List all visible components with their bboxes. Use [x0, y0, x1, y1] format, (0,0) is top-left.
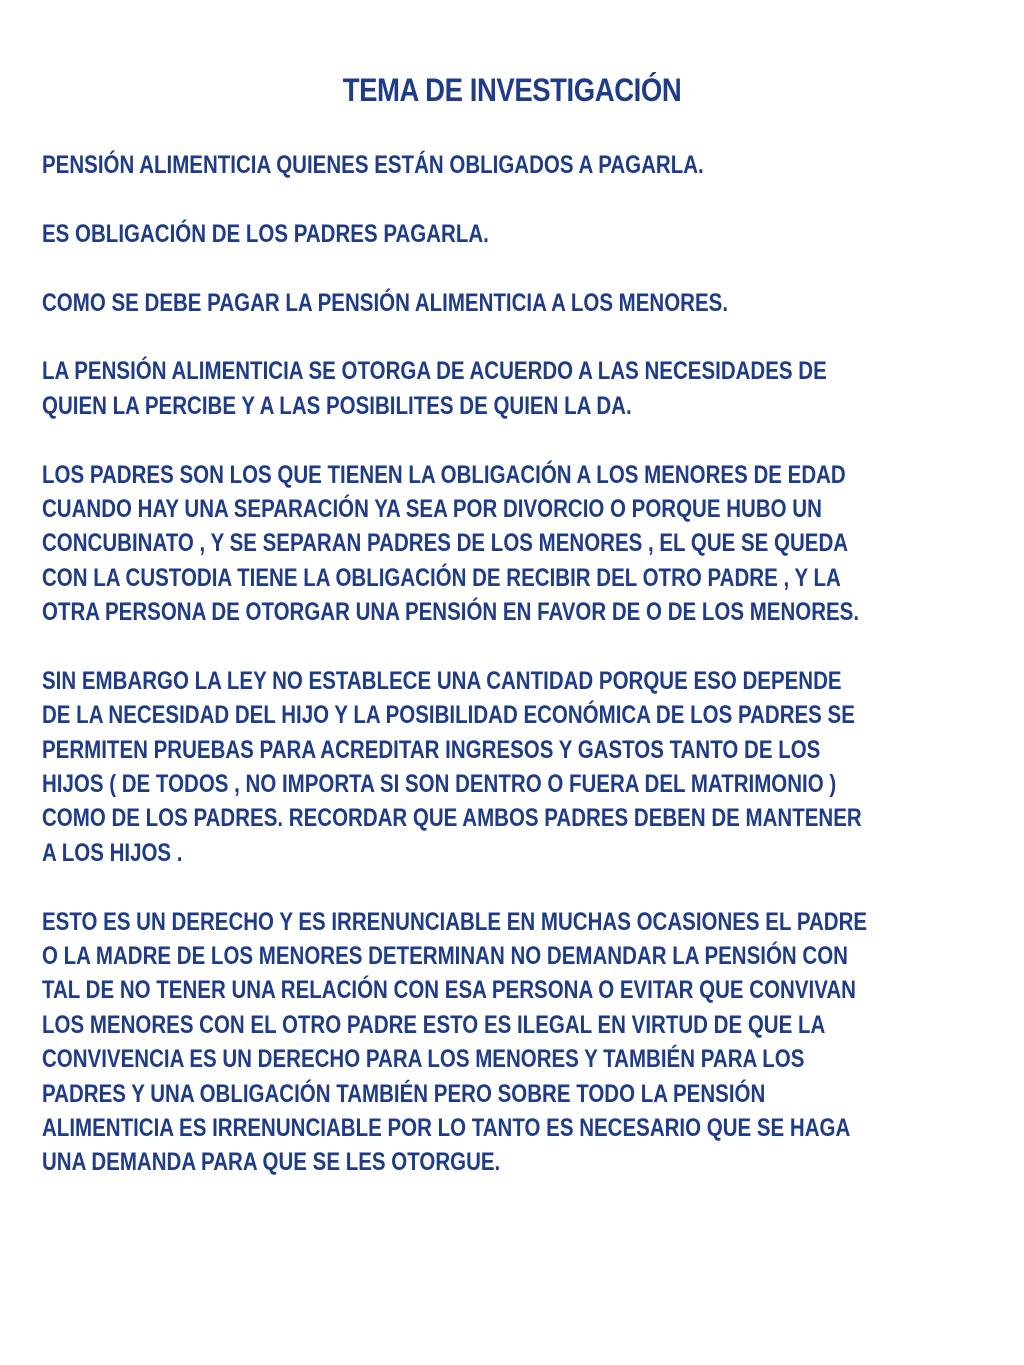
paragraph-question-who-pays — [42, 148, 944, 182]
paragraph-amount-not-fixed — [42, 664, 944, 870]
paragraph-gap — [42, 182, 944, 216]
paragraph-gap — [42, 251, 944, 285]
paragraph-question-how-to-pay — [42, 286, 944, 320]
text-line: LOS PADRES SON LOS QUE TIENEN LA OBLIGACIÓN A LOS MENORES DE EDAD — [42, 460, 846, 489]
text-line: PADRES Y UNA OBLIGACIÓN TAMBIÉN PERO SOBRE TODO LA PENSIÓN — [42, 1079, 766, 1108]
text-line: OTRA PERSONA DE OTORGAR UNA PENSIÓN EN FAVOR DE O DE LOS MENORES. — [42, 598, 860, 627]
text-line: ES OBLIGACIÓN DE LOS PADRES PAGARLA. — [42, 219, 489, 248]
paragraph-gap — [42, 423, 944, 457]
page-title: TEMA DE INVESTIGACIÓN — [342, 72, 682, 108]
text-line: O LA MADRE DE LOS MENORES DETERMINAN NO DEMANDAR LA PENSIÓN CON — [42, 941, 848, 970]
text-line: SIN EMBARGO LA LEY NO ESTABLECE UNA CANTIDAD PORQUE ESO DEPENDE — [42, 666, 842, 695]
text-line: CONVIVENCIA ES UN DERECHO PARA LOS MENORES Y TAMBIÉN PARA LOS — [42, 1045, 805, 1074]
text-line: COMO SE DEBE PAGAR LA PENSIÓN ALIMENTICIA A LOS MENORES. — [42, 288, 729, 317]
text-line: DE LA NECESIDAD DEL HIJO Y LA POSIBILIDAD ECONÓMICA DE LOS PADRES SE — [42, 701, 855, 730]
paragraph-needs-and-possibilities — [42, 354, 944, 423]
text-line: TAL DE NO TENER UNA RELACIÓN CON ESA PERSONA O EVITAR QUE CONVIVAN — [42, 976, 856, 1005]
text-line: QUIEN LA PERCIBE Y A LAS POSIBILITES DE QUIEN LA DA. — [42, 391, 632, 420]
text-line: HIJOS ( DE TODOS , NO IMPORTA SI SON DENTRO O FUERA DEL MATRIMONIO ) — [42, 770, 837, 799]
paragraph-separation-custody — [42, 458, 944, 630]
text-line: ALIMENTICIA ES IRRENUNCIABLE POR LO TANTO ES NECESARIO QUE SE HAGA — [42, 1113, 851, 1142]
text-line: ESTO ES UN DERECHO Y ES IRRENUNCIABLE EN MUCHAS OCASIONES EL PADRE — [42, 907, 868, 936]
paragraph-gap — [42, 320, 944, 354]
text-line: CONCUBINATO , Y SE SEPARAN PADRES DE LOS MENORES , EL QUE SE QUEDA — [42, 529, 849, 558]
text-line: PERMITEN PRUEBAS PARA ACREDITAR INGRESOS Y GASTOS TANTO DE LOS — [42, 735, 821, 764]
text-line: LA PENSIÓN ALIMENTICIA SE OTORGA DE ACUERDO A LAS NECESIDADES DE — [42, 357, 827, 386]
paragraph-irrevocable-right — [42, 905, 944, 1180]
paragraph-answer-parents-obligation — [42, 217, 944, 251]
document-body — [42, 148, 944, 1180]
text-line: A LOS HIJOS . — [42, 838, 183, 867]
paragraph-gap — [42, 629, 944, 663]
text-line: UNA DEMANDA PARA QUE SE LES OTORGUE. — [42, 1148, 501, 1177]
text-line: LOS MENORES CON EL OTRO PADRE ESTO ES ILEGAL EN VIRTUD DE QUE LA — [42, 1010, 826, 1039]
text-line: COMO DE LOS PADRES. RECORDAR QUE AMBOS PADRES DEBEN DE MANTENER — [42, 804, 862, 833]
text-line: CON LA CUSTODIA TIENE LA OBLIGACIÓN DE RECIBIR DEL OTRO PADRE , Y LA — [42, 563, 841, 592]
paragraph-gap — [42, 870, 944, 904]
text-line: CUANDO HAY UNA SEPARACIÓN YA SEA POR DIVORCIO O PORQUE HUBO UN — [42, 494, 822, 523]
text-line: PENSIÓN ALIMENTICIA QUIENES ESTÁN OBLIGADOS A PAGARLA. — [42, 151, 704, 179]
